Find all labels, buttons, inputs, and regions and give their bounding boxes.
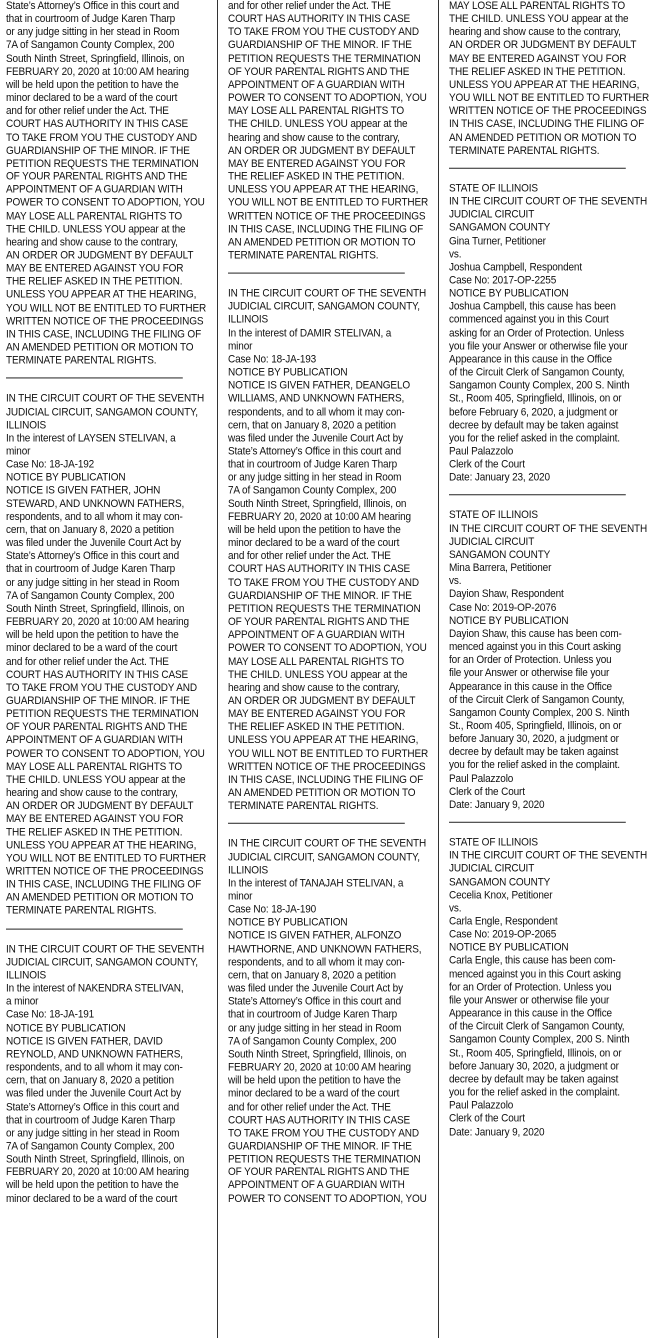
notice-text-line: of the Circuit Clerk of Sangamon County, bbox=[449, 693, 625, 706]
notice-text-line: UNLESS YOU APPEAR AT THE HEARING, bbox=[6, 839, 197, 852]
notice-text-line: cern, that on January 8, 2020 a petition bbox=[6, 1074, 174, 1087]
notice-text-line: JUDICIAL CIRCUIT bbox=[449, 208, 535, 221]
notice-text-line: and for other relief under the Act. THE bbox=[6, 105, 169, 118]
notice-text-line: FEBRUARY 20, 2020 at 10:00 AM hearing bbox=[228, 511, 411, 523]
notice-text-line: THE CHILD. UNLESS YOU appear at the bbox=[449, 13, 629, 26]
notice-text-line: OF YOUR PARENTAL RIGHTS AND THE bbox=[6, 721, 188, 734]
notice-text-line: MAY BE ENTERED AGAINST YOU FOR bbox=[6, 813, 184, 826]
notice-text-line: or any judge sitting in her stead in Room bbox=[6, 26, 180, 39]
notice-text-line: and for other relief under the Act. THE bbox=[6, 655, 169, 668]
notice-text-line: you for the relief asked in the complaint. bbox=[449, 759, 620, 772]
notice-text-line: Dayion Shaw, this cause has been com- bbox=[449, 627, 622, 640]
notice-text-line: AN ORDER OR JUDGMENT BY DEFAULT bbox=[6, 800, 194, 813]
notice-text-line: Date: January 23, 2020 bbox=[449, 471, 550, 484]
notice-text-line: GUARDIANSHIP OF THE MINOR. IF THE bbox=[6, 144, 190, 157]
notice-text-line: Paul Palazzolo bbox=[449, 772, 514, 785]
notice-text-line: MAY LOSE ALL PARENTAL RIGHTS TO bbox=[228, 655, 405, 668]
notice-text-line: FEBRUARY 20, 2020 at 10:00 AM hearing bbox=[6, 1166, 189, 1179]
notice-text-line: menced against you in this Court asking bbox=[449, 968, 621, 981]
notice-text-line: FEBRUARY 20, 2020 at 10:00 AM hearing bbox=[6, 616, 189, 629]
notice-text-line: was filed under the Juvenile Court Act by bbox=[6, 537, 181, 550]
notice-text-line: 7A of Sangamon County Complex, 200 bbox=[6, 589, 175, 602]
notice-text-line: or any judge sitting in her stead in Room bbox=[228, 1022, 402, 1035]
notice-text-line: or any judge sitting in her stead in Room bbox=[228, 471, 402, 484]
notice-text-line: AN ORDER OR JUDGMENT BY DEFAULT bbox=[6, 249, 194, 262]
notice-text-line: POWER TO CONSENT TO ADOPTION, YOU bbox=[6, 197, 205, 210]
notice-text-line: asking for an Order of Protection. Unless bbox=[449, 327, 624, 340]
legal-notice bbox=[449, 836, 648, 1139]
notice-text-line: 7A of Sangamon County Complex, 200 bbox=[6, 1140, 175, 1153]
notice-text-line: POWER TO CONSENT TO ADOPTION, YOU bbox=[228, 91, 427, 104]
notice-text-line: TO TAKE FROM YOU THE CUSTODY AND bbox=[228, 26, 419, 39]
notice-text-line: YOU WILL NOT BE ENTITLED TO FURTHER bbox=[228, 747, 429, 760]
notice-text-line: NOTICE IS GIVEN FATHER, ALFONZO bbox=[228, 930, 402, 943]
notice-text-line: Joshua Campbell, Respondent bbox=[449, 261, 582, 274]
notice-text-line: State’s Attorney’s Office in this court and bbox=[228, 995, 402, 1008]
notice-text-line: Case No: 18-JA-193 bbox=[228, 353, 317, 366]
notice-text-line: Case No: 18-JA-192 bbox=[6, 458, 95, 471]
notice-text-line: FEBRUARY 20, 2020 at 10:00 AM hearing bbox=[6, 65, 189, 78]
notice-text-line: or any judge sitting in her stead in Room bbox=[6, 576, 180, 589]
notice-text-line: YOU WILL NOT BE ENTITLED TO FURTHER bbox=[449, 91, 650, 104]
notice-text-line: hearing and show cause to the contrary, bbox=[228, 131, 400, 144]
notice-text-line: file your Answer or otherwise file your bbox=[449, 667, 610, 680]
notice-text-line: GUARDIANSHIP OF THE MINOR. IF THE bbox=[228, 589, 412, 602]
notice-text-line: NOTICE BY PUBLICATION bbox=[449, 941, 569, 954]
notice-text-line: minor declared to be a ward of the court bbox=[6, 91, 178, 104]
notice-text-line: IN THE CIRCUIT COURT OF THE SEVENTH bbox=[449, 195, 648, 208]
notice-text-line: JUDICIAL CIRCUIT bbox=[449, 535, 535, 548]
notice-text-line: STATE OF ILLINOIS bbox=[449, 509, 538, 522]
notice-text-line: THE CHILD. UNLESS YOU appear at the bbox=[228, 118, 408, 131]
notice-text-line: Dayion Shaw, Respondent bbox=[449, 588, 564, 601]
notice-text-line: TERMINATE PARENTAL RIGHTS. bbox=[6, 905, 157, 918]
notice-separator bbox=[6, 928, 183, 929]
notice-text-line: GUARDIANSHIP OF THE MINOR. IF THE bbox=[228, 39, 412, 52]
notice-text-line: In the interest of NAKENDRA STELIVAN, bbox=[6, 982, 184, 995]
notice-separator bbox=[6, 378, 183, 379]
notice-text-line: JUDICIAL CIRCUIT bbox=[449, 863, 535, 876]
legal-notice bbox=[228, 0, 429, 263]
notice-text-line: AN AMENDED PETITION OR MOTION TO bbox=[228, 236, 416, 249]
notice-text-line: was filed under the Juvenile Court Act by bbox=[6, 1087, 181, 1100]
notice-text-line: cern, that on January 8, 2020 a petition bbox=[228, 419, 396, 432]
notice-text-line: IN THIS CASE, INCLUDING THE FILING OF bbox=[228, 223, 424, 236]
notice-text-line: of the Circuit Clerk of Sangamon County, bbox=[449, 1020, 625, 1033]
notice-text-line: MAY BE ENTERED AGAINST YOU FOR bbox=[228, 708, 406, 721]
notice-text-line: St., Room 405, Springfield, Illinois, on or bbox=[449, 392, 622, 405]
notice-text-line: In the interest of DAMIR STELIVAN, a bbox=[228, 327, 392, 340]
notice-text-line: POWER TO CONSENT TO ADOPTION, YOU bbox=[228, 1192, 427, 1205]
notice-text-line: IN THE CIRCUIT COURT OF THE SEVENTH bbox=[449, 849, 648, 862]
notice-text-line: will be held upon the petition to have the bbox=[6, 1179, 179, 1192]
notice-text-line: South Ninth Street, Springfield, Illinois, on bbox=[228, 1048, 407, 1061]
notice-separator bbox=[228, 823, 405, 824]
notice-text-line: POWER TO CONSENT TO ADOPTION, YOU bbox=[6, 747, 205, 760]
notice-text-line: WRITTEN NOTICE OF THE PROCEEDINGS bbox=[228, 210, 426, 223]
legal-notice bbox=[6, 392, 207, 918]
notice-separator bbox=[449, 168, 626, 169]
notice-text-line: NOTICE IS GIVEN FATHER, DEANGELO bbox=[228, 379, 411, 392]
notice-text-line: TERMINATE PARENTAL RIGHTS. bbox=[6, 354, 157, 367]
notice-text-line: that in courtroom of Judge Karen Tharp bbox=[228, 458, 398, 471]
notice-text-line: THE RELIEF ASKED IN THE PETITION. bbox=[449, 65, 626, 78]
notice-text-line: Case No: 18-JA-191 bbox=[6, 1008, 95, 1021]
notice-text-line: that in courtroom of Judge Karen Tharp bbox=[6, 563, 176, 576]
notice-text-line: WRITTEN NOTICE OF THE PROCEEDINGS bbox=[449, 105, 647, 118]
notice-text-line: vs. bbox=[449, 575, 462, 588]
notice-text-line: APPOINTMENT OF A GUARDIAN WITH bbox=[228, 629, 405, 642]
notice-text-line: will be held upon the petition to have the bbox=[6, 78, 179, 91]
notice-text-line: Gina Turner, Petitioner bbox=[449, 235, 546, 248]
notice-text-line: UNLESS YOU APPEAR AT THE HEARING, bbox=[449, 78, 640, 91]
notice-text-line: hearing and show cause to the contrary, bbox=[6, 236, 178, 249]
notice-text-line: JUDICIAL CIRCUIT, SANGAMON COUNTY, bbox=[6, 956, 198, 969]
notice-text-line: South Ninth Street, Springfield, Illinois, on bbox=[6, 602, 185, 615]
notice-text-line: was filed under the Juvenile Court Act by bbox=[228, 432, 403, 445]
notice-text-line: was filed under the Juvenile Court Act by bbox=[228, 982, 403, 995]
notice-text-line: In the interest of LAYSEN STELIVAN, a bbox=[6, 432, 176, 445]
notice-text-line: Paul Palazzolo bbox=[449, 445, 514, 458]
notice-text-line: NOTICE BY PUBLICATION bbox=[6, 1022, 126, 1035]
notice-text-line: IN THE CIRCUIT COURT OF THE SEVENTH bbox=[228, 838, 427, 851]
notice-text-line: WRITTEN NOTICE OF THE PROCEEDINGS bbox=[228, 760, 426, 773]
notice-text-line: PETITION REQUESTS THE TERMINATION bbox=[228, 1153, 421, 1166]
notice-text-line: that in courtroom of Judge Karen Tharp bbox=[6, 13, 176, 26]
notice-separator bbox=[449, 495, 626, 496]
notice-text-line: IN THE CIRCUIT COURT OF THE SEVENTH bbox=[228, 287, 427, 300]
notice-text-line: minor bbox=[228, 890, 253, 903]
notice-text-line: OF YOUR PARENTAL RIGHTS AND THE bbox=[228, 616, 410, 629]
notice-text-line: COURT HAS AUTHORITY IN THIS CASE bbox=[6, 118, 189, 131]
notice-text-line: NOTICE BY PUBLICATION bbox=[228, 916, 348, 929]
notice-text-line: PETITION REQUESTS THE TERMINATION bbox=[228, 52, 421, 65]
legal-notice bbox=[228, 287, 429, 813]
notice-text-line: menced against you in this Court asking bbox=[449, 641, 621, 654]
notice-text-line: In the interest of TANAJAH STELIVAN, a bbox=[228, 877, 404, 890]
notice-text-line: APPOINTMENT OF A GUARDIAN WITH bbox=[228, 78, 405, 91]
notice-text-line: IN THE CIRCUIT COURT OF THE SEVENTH bbox=[449, 522, 648, 535]
notice-text-line: ILLINOIS bbox=[228, 313, 269, 326]
notice-text-line: for an Order of Protection. Unless you bbox=[449, 654, 612, 667]
notice-text-line: hearing and show cause to the contrary, bbox=[6, 786, 178, 799]
notice-text-line: respondents, and to all whom it may con- bbox=[6, 1061, 183, 1074]
notice-text-line: TO TAKE FROM YOU THE CUSTODY AND bbox=[228, 576, 419, 589]
notice-text-line: Carla Engle, this cause has been com- bbox=[449, 955, 616, 968]
notice-separator bbox=[228, 273, 405, 274]
legal-notice bbox=[228, 838, 427, 1206]
notice-text-line: AN ORDER OR JUDGMENT BY DEFAULT bbox=[228, 694, 416, 707]
notice-text-line: SANGAMON COUNTY bbox=[449, 876, 551, 889]
legal-notice bbox=[449, 0, 650, 158]
notice-text-line: minor bbox=[228, 340, 253, 353]
notice-text-line: GUARDIANSHIP OF THE MINOR. IF THE bbox=[228, 1140, 412, 1153]
notice-text-line: State’s Attorney’s Office in this court and bbox=[6, 550, 180, 563]
notice-text-line: Cecelia Knox, Petitioner bbox=[449, 889, 553, 902]
notice-text-line: IN THIS CASE, INCLUDING THE FILING OF bbox=[6, 328, 202, 341]
notice-text-line: ILLINOIS bbox=[228, 864, 269, 877]
notice-text-line: WRITTEN NOTICE OF THE PROCEEDINGS bbox=[6, 865, 204, 878]
notice-text-line: PETITION REQUESTS THE TERMINATION bbox=[6, 157, 199, 170]
notice-text-line: UNLESS YOU APPEAR AT THE HEARING, bbox=[6, 289, 197, 301]
column-rule-left bbox=[217, 0, 218, 1338]
notice-text-line: respondents, and to all whom it may con- bbox=[228, 405, 405, 418]
notice-text-line: Sangamon County Complex, 200 S. Ninth bbox=[449, 1033, 630, 1046]
notice-text-line: TO TAKE FROM YOU THE CUSTODY AND bbox=[6, 131, 197, 144]
notice-text-line: TO TAKE FROM YOU THE CUSTODY AND bbox=[6, 681, 197, 694]
legal-notice bbox=[6, 943, 205, 1206]
notice-separator bbox=[449, 822, 626, 823]
notice-text-line: cern, that on January 8, 2020 a petition bbox=[6, 524, 174, 537]
notice-text-line: Case No: 2019-OP-2076 bbox=[449, 601, 557, 614]
notice-text-line: REYNOLD, AND UNKNOWN FATHERS, bbox=[6, 1048, 183, 1061]
notice-text-line: commenced against you in this Court bbox=[449, 313, 609, 326]
notice-text-line: you for the relief asked in the complaint. bbox=[449, 432, 620, 445]
notice-text-line: JUDICIAL CIRCUIT, SANGAMON COUNTY, bbox=[228, 851, 420, 864]
notice-text-line: minor declared to be a ward of the court bbox=[228, 537, 400, 550]
notice-text-line: Appearance in this cause in the Office bbox=[449, 353, 612, 366]
notice-text-line: NOTICE IS GIVEN FATHER, JOHN bbox=[6, 484, 161, 497]
notice-text-line: JUDICIAL CIRCUIT, SANGAMON COUNTY, bbox=[6, 405, 198, 418]
notice-text-line: UNLESS YOU APPEAR AT THE HEARING, bbox=[228, 183, 419, 196]
notice-text-line: Appearance in this cause in the Office bbox=[449, 680, 612, 693]
notice-text-line: Date: January 9, 2020 bbox=[449, 798, 545, 811]
notice-text-line: AN ORDER OR JUDGMENT BY DEFAULT bbox=[449, 39, 637, 52]
legal-notice-column-2 bbox=[228, 0, 429, 1336]
notice-text-line: minor declared to be a ward of the court bbox=[6, 642, 178, 655]
notice-text-line: YOU WILL NOT BE ENTITLED TO FURTHER bbox=[6, 852, 207, 865]
notice-text-line: IN THE CIRCUIT COURT OF THE SEVENTH bbox=[6, 392, 205, 405]
notice-text-line: and for other relief under the Act. THE bbox=[228, 1100, 391, 1113]
notice-text-line: OF YOUR PARENTAL RIGHTS AND THE bbox=[6, 170, 188, 183]
notice-text-line: that in courtroom of Judge Karen Tharp bbox=[228, 1008, 398, 1021]
notice-text-line: that in courtroom of Judge Karen Tharp bbox=[6, 1113, 176, 1126]
notice-text-line: South Ninth Street, Springfield, Illinois, on bbox=[228, 497, 407, 510]
notice-text-line: and for other relief under the Act. THE bbox=[228, 0, 391, 12]
notice-text-line: Case No: 2017-OP-2255 bbox=[449, 274, 557, 287]
notice-text-line: NOTICE BY PUBLICATION bbox=[228, 366, 348, 379]
notice-text-line: a minor bbox=[6, 995, 39, 1008]
notice-text-line: will be held upon the petition to have the bbox=[228, 524, 401, 537]
notice-text-line: IN THIS CASE, INCLUDING THE FILING OF bbox=[6, 878, 202, 891]
notice-text-line: 7A of Sangamon County Complex, 200 bbox=[228, 484, 397, 497]
notice-text-line: SANGAMON COUNTY bbox=[449, 549, 551, 562]
notice-text-line: MAY LOSE ALL PARENTAL RIGHTS TO bbox=[228, 105, 405, 118]
notice-text-line: vs. bbox=[449, 902, 462, 915]
notice-text-line: OF YOUR PARENTAL RIGHTS AND THE bbox=[228, 1166, 410, 1179]
notice-text-line: PETITION REQUESTS THE TERMINATION bbox=[6, 708, 199, 721]
notice-text-line: WRITTEN NOTICE OF THE PROCEEDINGS bbox=[6, 315, 204, 328]
notice-text-line: State’s Attorney’s Office in this court and bbox=[6, 1100, 180, 1113]
notice-text-line: for an Order of Protection. Unless you bbox=[449, 981, 612, 994]
notice-text-line: will be held upon the petition to have the bbox=[228, 1074, 401, 1087]
notice-text-line: TERMINATE PARENTAL RIGHTS. bbox=[228, 800, 379, 813]
notice-text-line: Mina Barrera, Petitioner bbox=[449, 562, 552, 575]
notice-text-line: TERMINATE PARENTAL RIGHTS. bbox=[449, 144, 600, 157]
notice-text-line: FEBRUARY 20, 2020 at 10:00 AM hearing bbox=[228, 1061, 411, 1074]
notice-text-line: AN AMENDED PETITION OR MOTION TO bbox=[228, 786, 416, 799]
notice-text-line: NOTICE BY PUBLICATION bbox=[6, 471, 126, 484]
notice-text-line: NOTICE IS GIVEN FATHER, DAVID bbox=[6, 1035, 163, 1048]
notice-text-line: South Ninth Street, Springfield, Illinois, on bbox=[6, 52, 185, 65]
notice-text-line: PETITION REQUESTS THE TERMINATION bbox=[228, 602, 421, 615]
notice-text-line: SANGAMON COUNTY bbox=[449, 222, 551, 234]
notice-text-line: STATE OF ILLINOIS bbox=[449, 836, 538, 849]
notice-text-line: STATE OF ILLINOIS bbox=[449, 182, 538, 195]
legal-notice-column-1 bbox=[6, 0, 207, 1336]
notice-text-line: minor bbox=[6, 445, 31, 458]
notice-text-line: MAY BE ENTERED AGAINST YOU FOR bbox=[449, 52, 627, 65]
notice-text-line: THE CHILD. UNLESS YOU appear at the bbox=[6, 223, 186, 236]
notice-text-line: GUARDIANSHIP OF THE MINOR. IF THE bbox=[6, 694, 190, 707]
notice-text-line: COURT HAS AUTHORITY IN THIS CASE bbox=[6, 668, 189, 681]
notice-text-line: hearing and show cause to the contrary, bbox=[228, 681, 400, 694]
notice-text-line: State’s Attorney’s Office in this court and bbox=[6, 0, 180, 12]
notice-text-line: APPOINTMENT OF A GUARDIAN WITH bbox=[228, 1179, 405, 1192]
notice-text-line: THE CHILD. UNLESS YOU appear at the bbox=[228, 668, 408, 681]
notice-text-line: Joshua Campbell, this cause has been bbox=[449, 300, 616, 313]
notice-text-line: THE RELIEF ASKED IN THE PETITION. bbox=[6, 275, 183, 288]
notice-text-line: WILLIAMS, AND UNKNOWN FATHERS, bbox=[228, 392, 405, 405]
notice-text-line: COURT HAS AUTHORITY IN THIS CASE bbox=[228, 13, 411, 26]
notice-text-line: before January 30, 2020, a judgment or bbox=[449, 1060, 619, 1073]
notice-text-line: you for the relief asked in the complaint. bbox=[449, 1086, 620, 1099]
notice-text-line: NOTICE BY PUBLICATION bbox=[449, 287, 569, 300]
notice-text-line: MAY LOSE ALL PARENTAL RIGHTS TO bbox=[449, 0, 626, 12]
notice-text-line: State’s Attorney’s Office in this court and bbox=[228, 445, 402, 458]
notice-text-line: decree by default may be taken against bbox=[449, 746, 619, 759]
legal-notice bbox=[449, 509, 648, 812]
notice-text-line: decree by default may be taken against bbox=[449, 419, 619, 432]
column-rule-right bbox=[438, 0, 439, 1338]
notice-text-line: minor declared to be a ward of the court bbox=[6, 1192, 178, 1205]
notice-text-line: MAY LOSE ALL PARENTAL RIGHTS TO bbox=[6, 210, 183, 223]
notice-text-line: YOU WILL NOT BE ENTITLED TO FURTHER bbox=[228, 197, 429, 210]
notice-text-line: 7A of Sangamon County Complex, 200 bbox=[6, 39, 175, 52]
notice-text-line: hearing and show cause to the contrary, bbox=[449, 26, 621, 39]
notice-text-line: Sangamon County Complex, 200 S. Ninth bbox=[449, 379, 630, 392]
notice-text-line: STEWARD, AND UNKNOWN FATHERS, bbox=[6, 497, 185, 510]
notice-text-line: Case No: 18-JA-190 bbox=[228, 903, 317, 916]
notice-text-line: Clerk of the Court bbox=[449, 785, 525, 798]
notice-text-line: APPOINTMENT OF A GUARDIAN WITH bbox=[6, 734, 183, 747]
notice-text-line: 7A of Sangamon County Complex, 200 bbox=[228, 1035, 397, 1048]
notice-text-line: MAY BE ENTERED AGAINST YOU FOR bbox=[6, 262, 184, 275]
notice-text-line: you file your Answer or otherwise file your bbox=[449, 340, 628, 353]
legal-notice bbox=[6, 0, 207, 368]
notice-text-line: AN AMENDED PETITION OR MOTION TO bbox=[449, 131, 637, 144]
notice-text-line: St., Room 405, Springfield, Illinois, on or bbox=[449, 1046, 622, 1059]
notice-text-line: decree by default may be taken against bbox=[449, 1073, 619, 1086]
notice-text-line: UNLESS YOU APPEAR AT THE HEARING, bbox=[228, 734, 419, 747]
notice-text-line: OF YOUR PARENTAL RIGHTS AND THE bbox=[228, 65, 410, 78]
notice-text-line: COURT HAS AUTHORITY IN THIS CASE bbox=[228, 1113, 411, 1126]
notice-text-line: ILLINOIS bbox=[6, 969, 47, 982]
notice-text-line: before February 6, 2020, a judgment or bbox=[449, 405, 618, 418]
notice-text-line: respondents, and to all whom it may con- bbox=[228, 956, 405, 969]
notice-text-line: Appearance in this cause in the Office bbox=[449, 1007, 612, 1020]
notice-text-line: AN AMENDED PETITION OR MOTION TO bbox=[6, 891, 194, 904]
notice-text-line: Carla Engle, Respondent bbox=[449, 915, 558, 928]
notice-text-line: Sangamon County Complex, 200 S. Ninth bbox=[449, 706, 630, 719]
notice-text-line: AN ORDER OR JUDGMENT BY DEFAULT bbox=[228, 144, 416, 157]
notice-text-line: or any judge sitting in her stead in Room bbox=[6, 1127, 180, 1140]
notice-text-line: THE RELIEF ASKED IN THE PETITION. bbox=[228, 170, 405, 183]
notice-text-line: Date: January 9, 2020 bbox=[449, 1125, 545, 1138]
notice-text-line: JUDICIAL CIRCUIT, SANGAMON COUNTY, bbox=[228, 300, 420, 313]
notice-text-line: respondents, and to all whom it may con- bbox=[6, 511, 183, 523]
notice-text-line: THE RELIEF ASKED IN THE PETITION. bbox=[228, 721, 405, 734]
notice-text-line: NOTICE BY PUBLICATION bbox=[449, 614, 569, 627]
notice-text-line: and for other relief under the Act. THE bbox=[228, 550, 391, 563]
notice-text-line: COURT HAS AUTHORITY IN THIS CASE bbox=[228, 563, 411, 576]
notice-text-line: MAY LOSE ALL PARENTAL RIGHTS TO bbox=[6, 760, 183, 773]
notice-text-line: TO TAKE FROM YOU THE CUSTODY AND bbox=[228, 1127, 419, 1140]
notice-text-line: file your Answer or otherwise file your bbox=[449, 994, 610, 1007]
notice-text-line: of the Circuit Clerk of Sangamon County, bbox=[449, 366, 625, 379]
notice-text-line: cern, that on January 8, 2020 a petition bbox=[228, 969, 396, 982]
notice-text-line: Clerk of the Court bbox=[449, 1112, 525, 1125]
notice-text-line: Case No: 2019-OP-2065 bbox=[449, 928, 557, 941]
notice-text-line: South Ninth Street, Springfield, Illinois, on bbox=[6, 1153, 185, 1166]
notice-text-line: YOU WILL NOT BE ENTITLED TO FURTHER bbox=[6, 302, 207, 315]
notice-text-line: ILLINOIS bbox=[6, 419, 47, 432]
notice-text-line: before January 30, 2020, a judgment or bbox=[449, 733, 619, 746]
notice-text-line: St., Room 405, Springfield, Illinois, on or bbox=[449, 719, 622, 732]
notice-text-line: Clerk of the Court bbox=[449, 458, 525, 471]
legal-notice bbox=[449, 182, 648, 485]
notice-text-line: THE CHILD. UNLESS YOU appear at the bbox=[6, 773, 186, 786]
legal-notice-column-3 bbox=[449, 0, 650, 1336]
notice-text-line: IN THE CIRCUIT COURT OF THE SEVENTH bbox=[6, 943, 205, 956]
notice-text-line: APPOINTMENT OF A GUARDIAN WITH bbox=[6, 183, 183, 196]
notice-text-line: POWER TO CONSENT TO ADOPTION, YOU bbox=[228, 642, 427, 655]
notice-text-line: TERMINATE PARENTAL RIGHTS. bbox=[228, 249, 379, 262]
notice-text-line: IN THIS CASE, INCLUDING THE FILING OF bbox=[449, 118, 645, 131]
notice-text-line: will be held upon the petition to have the bbox=[6, 629, 179, 642]
notice-text-line: HAWTHORNE, AND UNKNOWN FATHERS, bbox=[228, 943, 422, 956]
notice-text-line: minor declared to be a ward of the court bbox=[228, 1087, 400, 1100]
notice-text-line: MAY BE ENTERED AGAINST YOU FOR bbox=[228, 157, 406, 170]
notice-text-line: IN THIS CASE, INCLUDING THE FILING OF bbox=[228, 773, 424, 786]
notice-text-line: vs. bbox=[449, 248, 462, 261]
notice-text-line: THE RELIEF ASKED IN THE PETITION. bbox=[6, 826, 183, 839]
notice-text-line: Paul Palazzolo bbox=[449, 1099, 514, 1112]
notice-text-line: AN AMENDED PETITION OR MOTION TO bbox=[6, 341, 194, 354]
